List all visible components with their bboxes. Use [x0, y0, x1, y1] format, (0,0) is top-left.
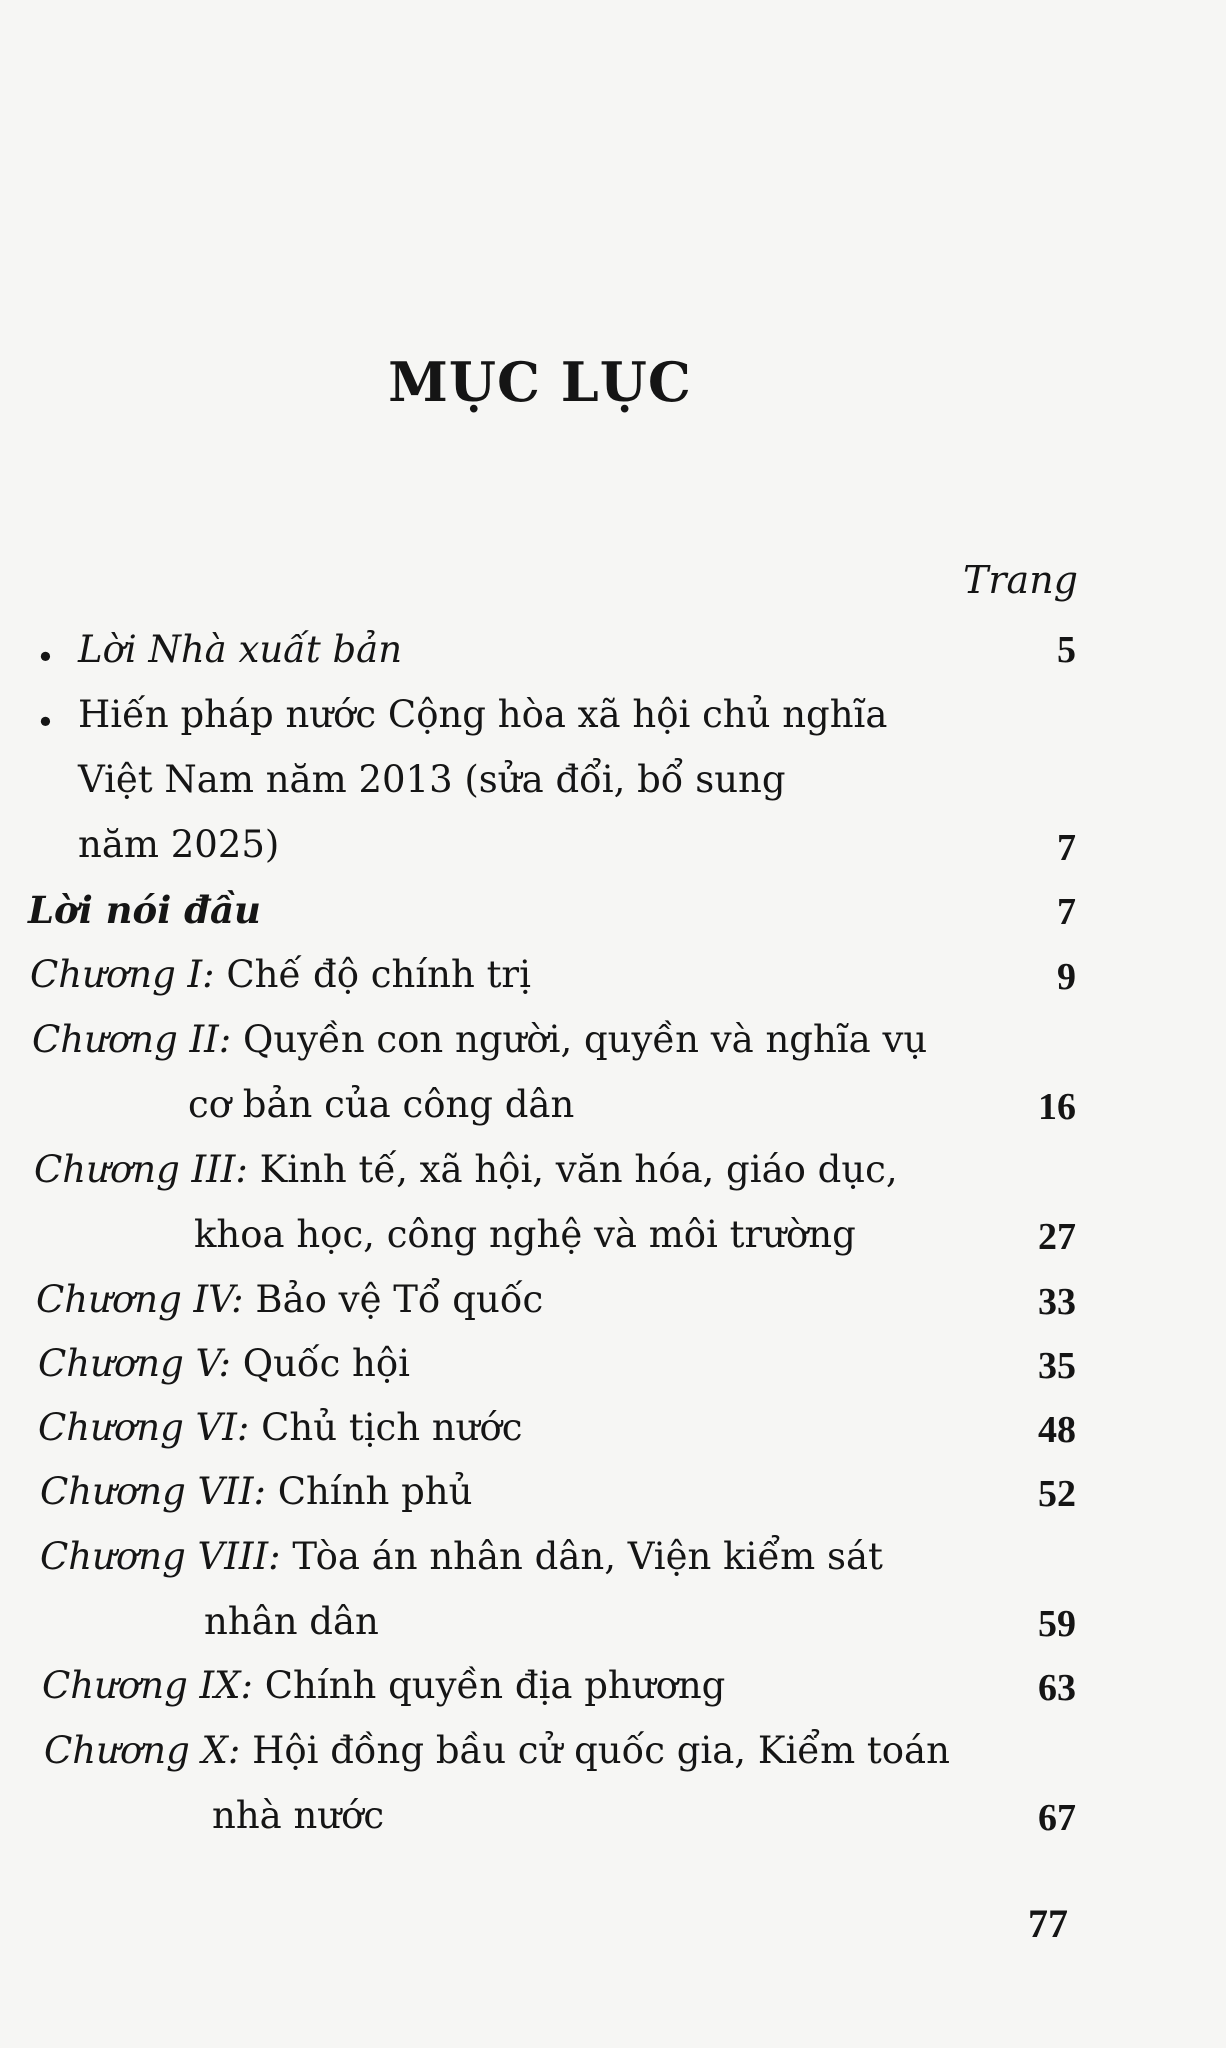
chapter-label: Chương X:: [44, 1729, 241, 1772]
toc-entry-page: 59: [1038, 1603, 1076, 1645]
toc-entry-title: [32, 1018, 927, 1061]
toc-entry-page: 16: [1038, 1086, 1076, 1128]
toc-entry-page: 48: [1038, 1409, 1076, 1451]
toc-entry-page: 7: [1057, 891, 1076, 933]
page-number: 77: [1028, 1901, 1068, 1946]
bullet-icon: •: [36, 638, 55, 676]
chapter-label: Chương V:: [38, 1342, 231, 1385]
chapter-title: Quốc hội: [242, 1342, 410, 1385]
chapter-title: Chính phủ: [277, 1470, 473, 1513]
chapter-label: Chương VIII:: [40, 1535, 281, 1578]
toc-entry-title: [38, 1342, 410, 1385]
toc-entry-title: [42, 1664, 725, 1707]
toc-entry-page: 63: [1038, 1667, 1076, 1709]
page-column-header: Trang: [963, 558, 1078, 602]
toc-entry-title: [38, 1406, 523, 1449]
chapter-label: Chương I:: [30, 953, 215, 996]
page-title: MỤC LỤC: [388, 350, 692, 414]
chapter-title: Quyền con người, quyền và nghĩa vụ: [242, 1018, 928, 1061]
toc-entry-title: [44, 1729, 950, 1772]
toc-entry-page: 67: [1038, 1797, 1076, 1839]
toc-entry-page: 35: [1038, 1345, 1076, 1387]
chapter-title: Kinh tế, xã hội, văn hóa, giáo dục,: [259, 1148, 898, 1191]
chapter-title-continued: cơ bản của công dân: [188, 1083, 575, 1126]
chapter-label: Chương IX:: [42, 1664, 253, 1707]
toc-entry-title-continued: Việt Nam năm 2013 (sửa đổi, bổ sung: [78, 758, 786, 801]
chapter-label: Chương VII:: [40, 1470, 266, 1513]
toc-entry-page: 5: [1057, 629, 1076, 671]
chapter-label: Chương IV:: [36, 1278, 244, 1321]
toc-entry-page: 7: [1057, 827, 1076, 869]
toc-entry-page: 27: [1038, 1216, 1076, 1258]
chapter-title-continued: nhà nước: [212, 1794, 385, 1837]
bleed-through-text: [170, 70, 183, 116]
toc-entry-page: 33: [1038, 1281, 1076, 1323]
toc-entry-title: [40, 1470, 472, 1513]
chapter-title: Tòa án nhân dân, Viện kiểm sát: [292, 1535, 883, 1578]
chapter-title: Bảo vệ Tổ quốc: [255, 1278, 544, 1321]
toc-entry-page: 52: [1038, 1473, 1076, 1515]
toc-entry-title: [40, 1535, 883, 1578]
chapter-title: Hội đồng bầu cử quốc gia, Kiểm toán: [252, 1729, 950, 1772]
bullet-icon: •: [36, 703, 55, 741]
chapter-title: Chính quyền địa phương: [264, 1664, 726, 1707]
chapter-label: Chương II:: [32, 1018, 232, 1061]
toc-entry-title: Lời Nhà xuất bản: [78, 628, 403, 671]
chapter-title-continued: nhân dân: [204, 1600, 379, 1643]
toc-entry-title: [30, 953, 531, 996]
chapter-title: Chế độ chính trị: [226, 953, 531, 996]
toc-entry-title: Lời nói đầu: [28, 888, 261, 932]
toc-entry-title-continued: năm 2025): [78, 823, 280, 866]
toc-entry-title: Hiến pháp nước Cộng hòa xã hội chủ nghĩa: [78, 693, 888, 736]
chapter-title-continued: khoa học, công nghệ và môi trường: [194, 1213, 856, 1256]
chapter-title: Chủ tịch nước: [261, 1406, 523, 1449]
toc-entry-title: [34, 1148, 898, 1191]
toc-entry-title: [36, 1278, 543, 1321]
chapter-label: Chương III:: [34, 1148, 248, 1191]
toc-entry-page: 9: [1057, 956, 1076, 998]
chapter-label: Chương VI:: [38, 1406, 250, 1449]
